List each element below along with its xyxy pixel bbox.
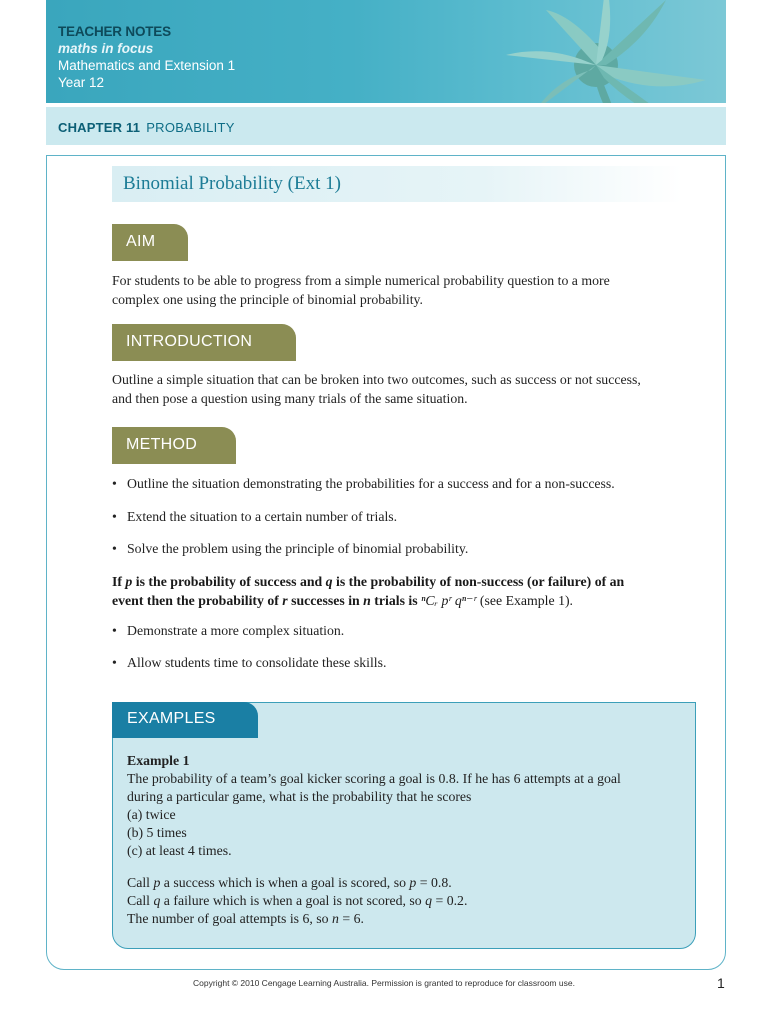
bullet-text: Allow students time to consolidate these skills.: [127, 655, 387, 670]
bullet-icon: •: [112, 655, 117, 670]
bullet-text: Solve the problem using the principle of binomial probability.: [127, 541, 469, 556]
course-name: Mathematics and Extension 1: [58, 58, 236, 73]
bullet-icon: •: [112, 541, 117, 556]
title-band: [112, 166, 682, 202]
bullet-text: Extend the situation to a certain number of trials.: [127, 509, 398, 524]
year-label: Year 12: [58, 75, 105, 90]
rule-line: If p is the probability of success and q is the probability of non-success (or failure) of an: [112, 574, 625, 589]
teacher-notes-label: TEACHER NOTES: [58, 24, 171, 39]
bullet-icon: •: [112, 623, 117, 638]
page-title: Binomial Probability (Ext 1): [123, 173, 341, 194]
copyright-footer: Copyright © 2010 Cengage Learning Australia. Permission is granted to reproduce for classroom use.: [193, 978, 575, 988]
solution-line: The number of goal attempts is 6, so n = 6.: [127, 911, 364, 926]
list-item: [112, 474, 702, 493]
introduction-heading: INTRODUCTION: [112, 324, 296, 361]
chapter-bar: [46, 103, 726, 145]
binomial-formula: ⁿCᵣ pʳ qⁿ⁻ʳ: [421, 593, 477, 608]
aim-text: [112, 271, 702, 309]
header-text: [58, 24, 235, 91]
succulent-plant-image: [476, 0, 726, 103]
solution-line: Call q a failure which is when a goal is not scored, so q = 0.2.: [127, 893, 468, 908]
list-item: [112, 653, 702, 672]
solution-line: Call p a success which is when a goal is scored, so p = 0.8.: [127, 875, 452, 890]
bullet-icon: •: [112, 476, 117, 491]
bullet-text: Outline the situation demonstrating the probabilities for a success and for a non-success.: [127, 476, 615, 491]
example-1-solution: [127, 874, 687, 928]
bullet-text: Demonstrate a more complex situation.: [127, 623, 345, 638]
list-item: [112, 621, 702, 640]
list-item: [112, 539, 702, 558]
introduction-text-line: Outline a simple situation that can be broken into two outcomes, such as success or not success,: [112, 372, 641, 387]
example-part: (b) 5 times: [127, 825, 187, 840]
chapter-number: CHAPTER 11: [58, 120, 141, 135]
example-line: during a particular game, what is the probability that he scores: [127, 789, 472, 804]
example-1: [127, 752, 687, 860]
chapter-title: PROBABILITY: [146, 120, 235, 135]
introduction-text-line: and then pose a question using many trials of the same situation.: [112, 391, 468, 406]
examples-heading: EXAMPLES: [112, 702, 258, 738]
series-name: maths in focus: [58, 41, 154, 56]
method-heading: METHOD: [112, 427, 236, 464]
rule-line: event then the probability of r successes in n trials is ⁿCᵣ pʳ qⁿ⁻ʳ (see Example 1).: [112, 593, 574, 608]
aim-text-line: complex one using the principle of binomial probability.: [112, 292, 424, 307]
bullet-icon: •: [112, 509, 117, 524]
page-number: 1: [717, 975, 725, 991]
header-banner: [46, 0, 726, 103]
example-part: (c) at least 4 times.: [127, 843, 232, 858]
example-title: Example 1: [127, 753, 190, 768]
binomial-rule: [112, 572, 702, 610]
aim-heading: AIM: [112, 224, 188, 261]
chapter-heading: [58, 120, 235, 135]
aim-text-line: For students to be able to progress from a simple numerical probability question to a more: [112, 273, 610, 288]
example-part: (a) twice: [127, 807, 176, 822]
example-line: The probability of a team’s goal kicker scoring a goal is 0.8. If he has 6 attempts at a goal: [127, 771, 621, 786]
list-item: [112, 507, 702, 526]
introduction-text: [112, 370, 702, 408]
